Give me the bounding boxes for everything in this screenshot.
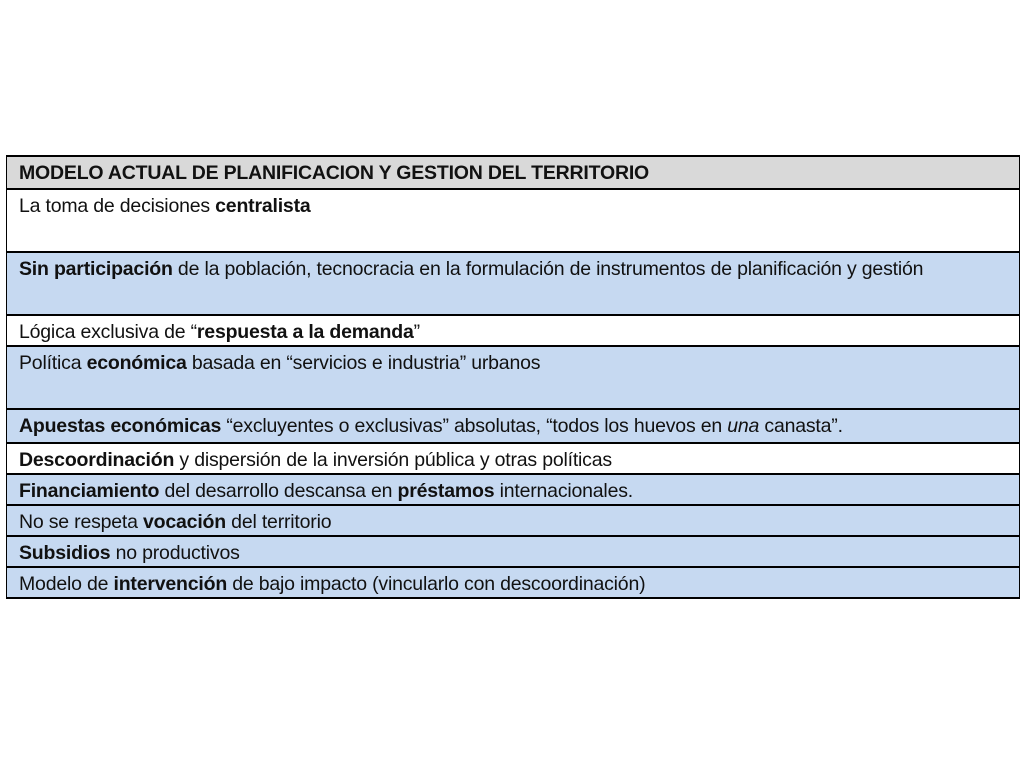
row-text: del desarrollo descansa en xyxy=(159,480,398,502)
table-row-demand-logic xyxy=(7,316,1019,347)
row-text: Lógica exclusiva de “ xyxy=(19,321,197,343)
row-text: canasta”. xyxy=(759,415,843,437)
row-text-bold: económica xyxy=(86,352,187,374)
row-text: ” xyxy=(413,321,420,343)
row-text-bold: centralista xyxy=(215,195,311,217)
table-row-economic-policy xyxy=(7,347,1019,410)
table-row-discoordination xyxy=(7,444,1019,475)
row-text: La toma de decisiones xyxy=(19,195,216,217)
row-text-bold: Sin participación xyxy=(19,258,173,280)
table-row-intervention xyxy=(7,568,1019,599)
row-text: No se respeta xyxy=(19,511,144,533)
row-text: Modelo de xyxy=(19,573,114,595)
table-row-no-participation xyxy=(7,253,1019,316)
row-text: y dispersión de la inversión pública y otras políticas xyxy=(174,449,612,471)
table-row-economic-bets xyxy=(7,410,1019,444)
row-text-italic: una xyxy=(727,415,760,437)
table-row-subsidies xyxy=(7,537,1019,568)
row-text: Política xyxy=(19,352,87,374)
row-text: no productivos xyxy=(110,542,240,564)
row-text-bold: Descoordinación xyxy=(19,449,175,471)
row-text-bold: vocación xyxy=(143,511,226,533)
row-text: “excluyentes o exclusivas” absolutas, “todos los huevos en xyxy=(221,415,728,437)
row-text-bold: Subsidios xyxy=(19,542,111,564)
table-header xyxy=(7,157,1019,190)
row-text-bold: intervención xyxy=(113,573,228,595)
table-header-text: MODELO ACTUAL DE PLANIFICACION Y GESTION DEL TERRITORIO xyxy=(19,162,650,184)
row-text: de bajo impacto (vincularlo con descoordinación) xyxy=(227,573,646,595)
table-row-decision-making xyxy=(7,190,1019,253)
table-row-financing xyxy=(7,475,1019,506)
territory-planning-table xyxy=(6,155,1020,599)
row-text: basada en “servicios e industria” urbanos xyxy=(186,352,541,374)
row-text-bold: Apuestas económicas xyxy=(19,415,222,437)
table-row-vocation xyxy=(7,506,1019,537)
row-text: de la población, tecnocracia en la formulación de instrumentos de planificación y gestión xyxy=(172,258,924,280)
row-text-bold: préstamos xyxy=(397,480,495,502)
row-text-bold: respuesta a la demanda xyxy=(196,321,414,343)
row-text: del territorio xyxy=(225,511,332,533)
row-text-bold: Financiamiento xyxy=(19,480,160,502)
row-text: internacionales. xyxy=(494,480,633,502)
